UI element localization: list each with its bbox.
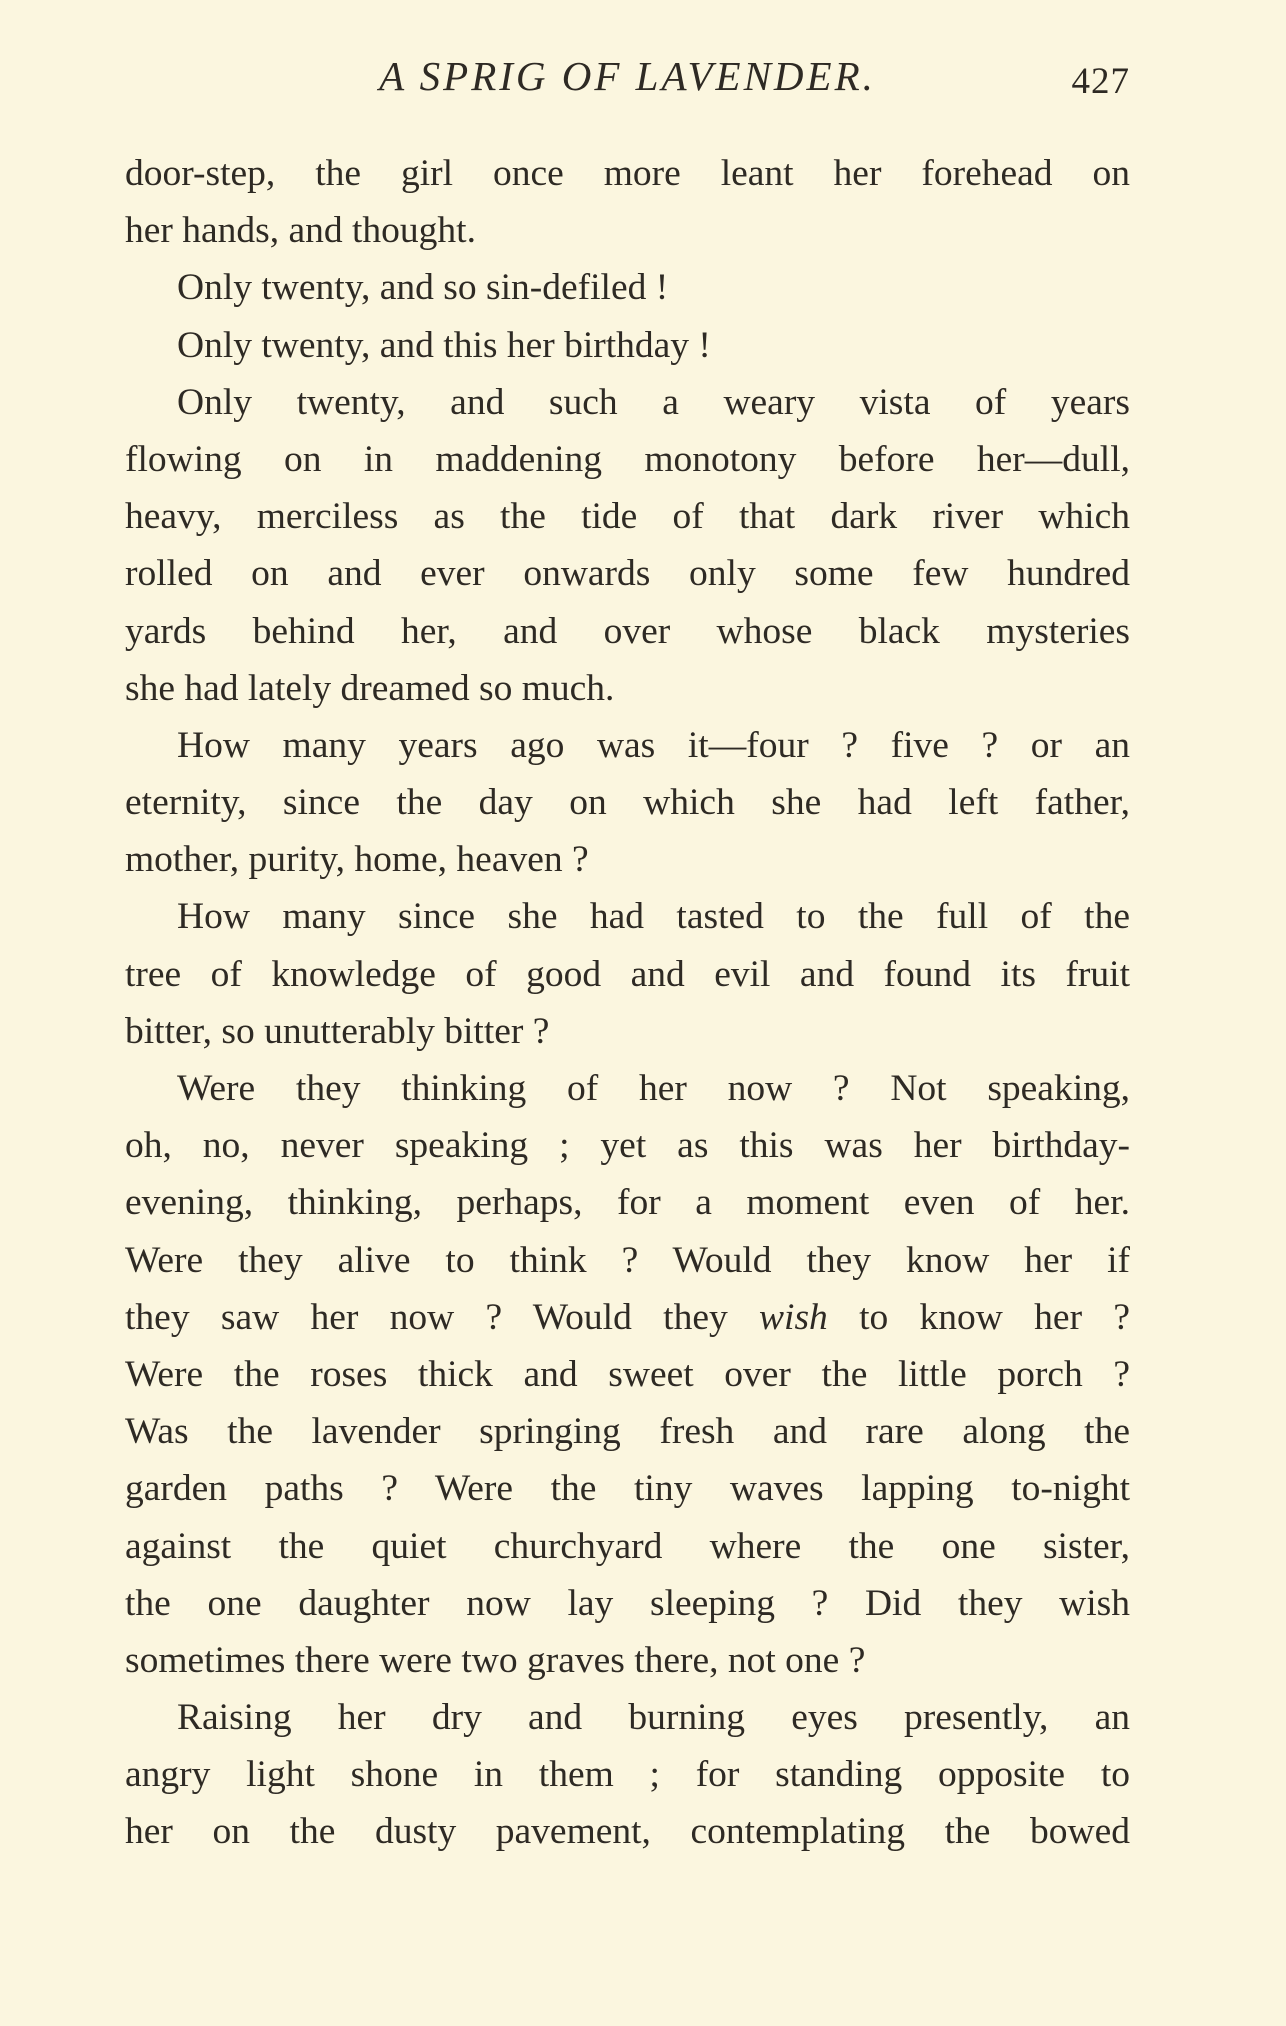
text-line: bitter, so unutterably bitter ? [125, 1010, 550, 1052]
text-line: Were they thinking of her now ? Not speaking, [177, 1068, 1130, 1109]
emphasized-word: wish [759, 1296, 828, 1338]
text-line: her on the dusty pavement, contemplating the bowed [125, 1811, 1130, 1853]
text-line: How many since she had tasted to the full of the [177, 896, 1130, 938]
text-fragment: to know her ? [827, 1296, 1131, 1338]
text-line: against the quiet churchyard where the one sister, [125, 1525, 1130, 1567]
text-line: Was the lavender springing fresh and rare along the [125, 1411, 1130, 1453]
text-line: flowing on in maddening monotony before her—dull, [125, 438, 1130, 480]
text-line: oh, no, never speaking ; yet as this was her birthday- [125, 1125, 1130, 1167]
text-line: she had lately dreamed so much. [125, 667, 615, 709]
text-line: the one daughter now lay sleeping ? Did they wish [125, 1582, 1130, 1624]
text-line: tree of knowledge of good and evil and found its fruit [125, 953, 1130, 995]
page-header [125, 48, 1130, 108]
text-line: How many years ago was it—four ? five ? or an [177, 724, 1130, 766]
text-line: Only twenty, and this her birthday ! [177, 324, 711, 366]
text-line: her hands, and thought. [125, 210, 476, 252]
text-line: eternity, since the day on which she had left father, [125, 782, 1130, 824]
text-line: mother, purity, home, heaven ? [125, 839, 589, 881]
text-line: Were the roses thick and sweet over the little porch ? [125, 1353, 1130, 1395]
text-line: Only twenty, and such a weary vista of years [177, 381, 1130, 423]
text-line: yards behind her, and over whose black mysteries [125, 610, 1130, 652]
text-line: angry light shone in them ; for standing opposite to [125, 1754, 1130, 1796]
text-line: garden paths ? Were the tiny waves lapping to-night [125, 1468, 1130, 1510]
running-title: A SPRIG OF LAVENDER. [379, 53, 876, 99]
text-line: Were they alive to think ? Would they know her if [125, 1239, 1130, 1281]
page-number: 427 [1071, 61, 1130, 102]
text-line: Only twenty, and so sin-defiled ! [177, 267, 669, 309]
text-line: sometimes there were two graves there, not one ? [125, 1639, 866, 1681]
text-line: Raising her dry and burning eyes presently, an [177, 1697, 1130, 1739]
text-fragment: they saw her now ? Would they [125, 1296, 760, 1338]
text-line: heavy, merciless as the tide of that dark river which [125, 496, 1130, 538]
body-text [125, 145, 1130, 1861]
text-line: evening, thinking, perhaps, for a moment even of her. [125, 1182, 1130, 1224]
text-line: door-step, the girl once more leant her forehead on [125, 153, 1130, 194]
text-line [125, 1289, 1130, 1346]
text-line: rolled on and ever onwards only some few hundred [125, 553, 1130, 595]
